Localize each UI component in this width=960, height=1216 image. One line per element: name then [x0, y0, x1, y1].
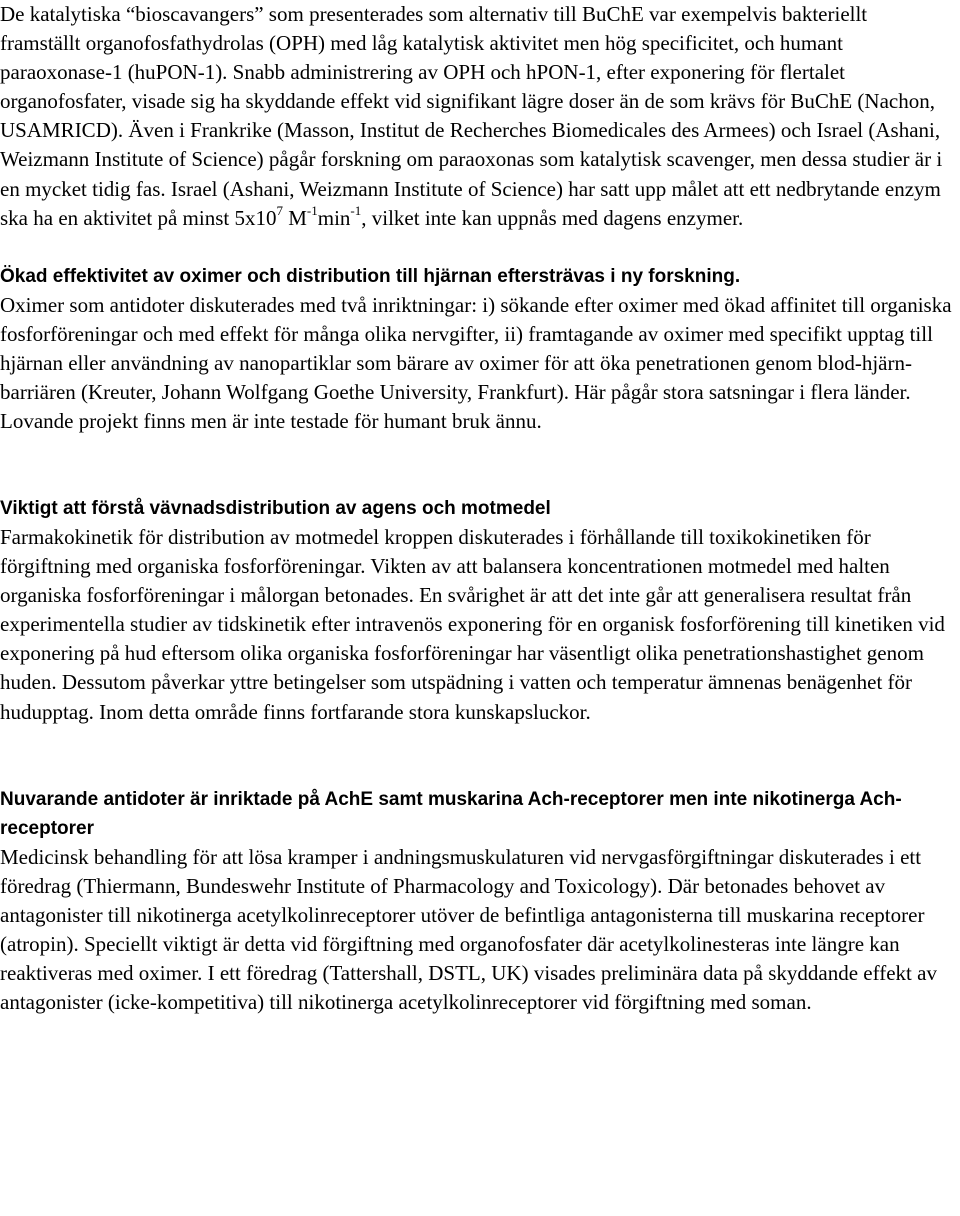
paragraph-bioscavengers — [0, 0, 952, 233]
superscript-exponent: -1 — [306, 202, 318, 218]
paragraph-text: De katalytiska “bioscavangers” som presenterades som alternativ till BuChE var exempelvis bakteriellt framställt organofosfathydrolas (OPH) med låg katalytisk aktivitet men hög specificitet, och humant paraoxonase-1 (huPON-1). Snabb administrering av OPH och hPON-1, efter exponering för flertalet organofosfater, visade sig ha skyddande effekt vid signifikant lägre doser än de som krävs för BuChE (Nachon, USAMRICD). Även i Frankrike (Masson, Institut de Recherches Biomedicales des Armees) och Israel (Ashani, Weizmann Institute of Science) pågår forskning om paraoxonas som katalytisk scavenger, men dessa studier är i en mycket tidig fas. Israel (Ashani, Weizmann Institute of Science) har satt upp målet att ett nedbrytande enzym ska ha en aktivitet på minst 5x10 — [0, 2, 943, 230]
superscript-exponent: -1 — [350, 202, 362, 218]
section-heading-vavnadsdistribution: Viktigt att förstå vävnadsdistribution av agens och motmedel — [0, 498, 551, 519]
paragraph-text-end: , vilket inte kan uppnås med dagens enzymer. — [361, 205, 744, 230]
superscript-exponent: 7 — [276, 202, 283, 218]
paragraph-medicinsk-behandling: Medicinsk behandling för att lösa kramper i andningsmuskulaturen vid nervgasförgiftningar diskuterades i ett föredrag (Thiermann, Bundeswehr Institute of Pharmacology and Toxicology). Där betonades behovet av antagonister till nikotinerga acetylkolinreceptorer utöver de befintliga antagonisterna till muskarina receptorer (atropin). Speciellt viktigt är detta vid förgiftning med organofosfater där acetylkolinesteras inte längre kan reaktiveras med oximer. I ett föredrag (Tattershall, DSTL, UK) visades preliminära data på skyddande effekt av antagonister (icke-kompetitiva) till nikotinerga acetylkolinreceptorer vid förgiftning med soman. — [0, 845, 937, 1015]
section-heading-antidoter: Nuvarande antidoter är inriktade på AchE samt muskarina Ach-receptorer men inte nikotinerga Ach-receptorer — [0, 789, 902, 840]
unit-text: M — [282, 205, 307, 230]
paragraph-farmakokinetik: Farmakokinetik för distribution av motmedel kroppen diskuterades i förhållande till toxikokinetiken för förgiftning med organiska fosforföreningar. Vikten av att balansera koncentrationen motmedel med halten organiska fosforföreningar i målorgan betonades. En svårighet är att det inte går att generalisera resultat från experimentella studier av tidskinetik efter intravenös exponering för en organisk fosforförening till kinetiken vid exponering på hud eftersom olika organiska fosforföreningar har väsentligt olika penetrationshastighet genom huden. Dessutom påverkar yttre betingelser som utspädning i vatten och temperatur ämnenas benägenhet för hudupptag. Inom detta område finns fortfarande stora kunskapsluckor. — [0, 525, 945, 724]
unit-text: min — [317, 205, 351, 230]
section-heading-oximer: Ökad effektivitet av oximer och distribution till hjärnan eftersträvas i ny forskning. — [0, 266, 741, 287]
paragraph-oximer: Oximer som antidoter diskuterades med två inriktningar: i) sökande efter oximer med ökad affinitet till organiska fosforföreningar och med effekt för många olika nervgifter, ii) framtagande av oximer med specifikt upptag till hjärnan eller användning av nanopartiklar som bärare av oximer för att öka penetrationen genom blod-hjärn-barriären (Kreuter, Johann Wolfgang Goethe University, Frankfurt). Här pågår stora satsningar i flera länder. Lovande projekt finns men är inte testade för humant bruk ännu. — [0, 293, 952, 434]
